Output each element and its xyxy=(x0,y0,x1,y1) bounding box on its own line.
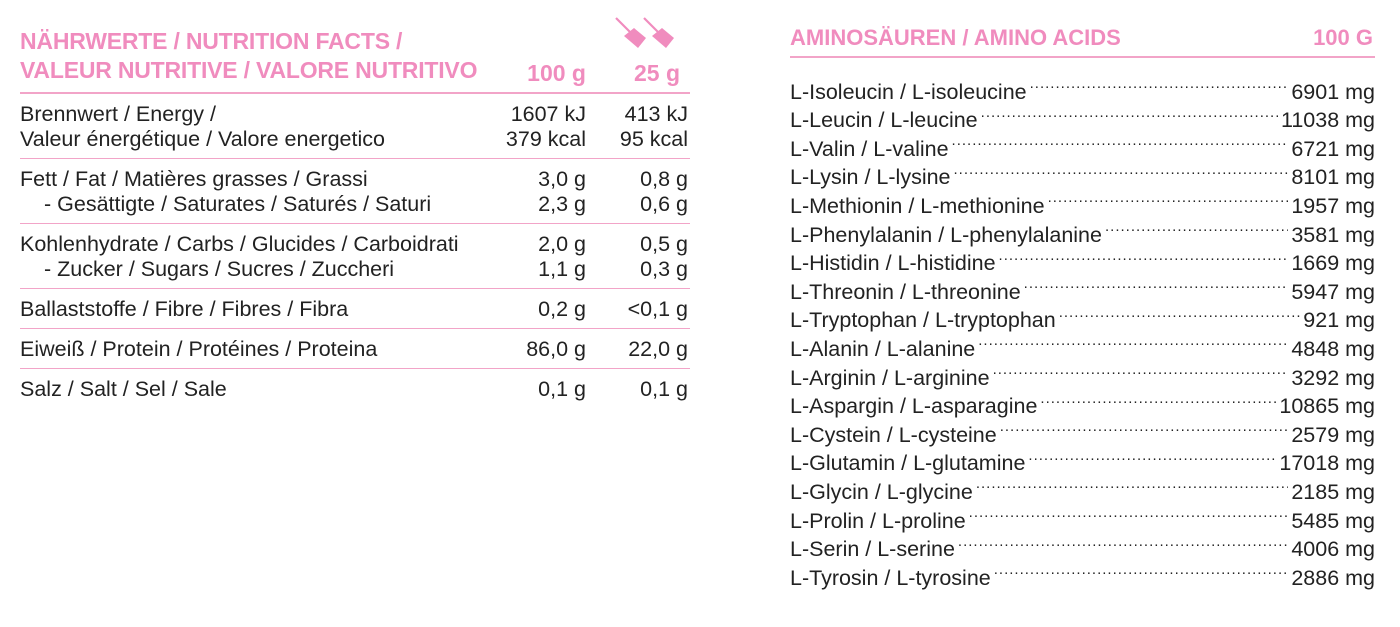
value-per-100g: 2,0 g xyxy=(538,232,586,256)
value-per-100g: 3,0 g xyxy=(538,167,586,191)
value-per-serving: 22,0 g xyxy=(628,337,688,361)
amino-value: 1957 mg xyxy=(1291,193,1375,218)
amino-value: 2886 mg xyxy=(1291,565,1375,590)
dot-leader xyxy=(952,127,1289,156)
dot-leader xyxy=(1024,270,1289,299)
dot-leader xyxy=(1028,442,1276,471)
nutrition-row xyxy=(20,159,690,224)
amino-acids-panel xyxy=(790,0,1375,590)
amino-column-header: 100 G xyxy=(1313,25,1373,50)
value-per-100g: 1,1 g xyxy=(538,257,586,281)
column-header-serving: 25 g xyxy=(633,60,680,86)
value-per-100g: 2,3 g xyxy=(538,192,586,216)
amino-value: 4848 mg xyxy=(1291,336,1375,361)
nutrition-line xyxy=(20,377,690,402)
amino-name: L-Aspargin / L-asparagine xyxy=(790,394,1038,419)
amino-name: L-Histidin / L-histidine xyxy=(790,251,996,276)
amino-name: L-Lysin / L-lysine xyxy=(790,165,951,190)
nutrition-row xyxy=(20,369,690,408)
amino-row xyxy=(790,70,1375,104)
amino-name: L-Methionin / L-methionine xyxy=(790,193,1045,218)
amino-value: 8101 mg xyxy=(1291,165,1375,190)
amino-value: 6901 mg xyxy=(1291,79,1375,104)
dot-leader xyxy=(958,528,1288,557)
amino-value: 2579 mg xyxy=(1291,422,1375,447)
dot-leader xyxy=(1048,184,1289,213)
value-per-100g: 0,1 g xyxy=(538,377,586,401)
value-per-serving: 0,1 g xyxy=(640,377,688,401)
nutrition-rows xyxy=(20,94,690,408)
amino-name: L-Alanin / L-alanine xyxy=(790,336,976,361)
nutrition-title-line1: NÄHRWERTE / NUTRITION FACTS / xyxy=(20,28,403,54)
amino-value: 1669 mg xyxy=(1291,251,1375,276)
amino-name: L-Cystein / L-cysteine xyxy=(790,422,997,447)
column-header-100g: 100 g xyxy=(527,60,586,86)
nutrition-header xyxy=(20,0,690,94)
amino-name: L-Glutamin / L-glutamine xyxy=(790,451,1026,476)
nutrient-label: Salz / Salt / Sel / Sale xyxy=(20,377,227,401)
amino-value: 3581 mg xyxy=(1291,222,1375,247)
dot-leader xyxy=(976,470,1289,499)
nutrition-line xyxy=(20,337,690,362)
nutrition-line xyxy=(20,192,690,217)
nutrition-title-line2: VALEUR NUTRITIVE / VALORE NUTRITIVO xyxy=(20,57,478,83)
value-per-serving: 413 kJ xyxy=(624,102,688,126)
amino-name: L-Prolin / L-proline xyxy=(790,508,966,533)
amino-value: 5485 mg xyxy=(1291,508,1375,533)
amino-value: 11038 mg xyxy=(1280,108,1375,133)
nutrition-row xyxy=(20,329,690,369)
dot-leader xyxy=(1105,213,1288,242)
nutrient-label: Eiweiß / Protein / Protéines / Proteina xyxy=(20,337,378,361)
dot-leader xyxy=(978,327,1288,356)
amino-name: L-Valin / L-valine xyxy=(790,136,949,161)
dot-leader xyxy=(1040,385,1276,414)
amino-list xyxy=(790,70,1375,590)
dot-leader xyxy=(994,556,1289,585)
dot-leader xyxy=(999,242,1289,271)
nutrient-label: - Zucker / Sugars / Sucres / Zuccheri xyxy=(44,257,395,281)
nutrition-row xyxy=(20,289,690,329)
amino-name: L-Arginin / L-arginine xyxy=(790,365,990,390)
amino-name: L-Tryptophan / L-tryptophan xyxy=(790,308,1056,333)
value-per-serving: 0,5 g xyxy=(640,232,688,256)
amino-name: L-Serin / L-serine xyxy=(790,537,955,562)
amino-name: L-Tyrosin / L-tyrosine xyxy=(790,565,991,590)
dot-leader xyxy=(993,356,1289,385)
nutrient-label: Ballaststoffe / Fibre / Fibres / Fibra xyxy=(20,297,349,321)
nutrition-line xyxy=(20,297,690,322)
value-per-serving: 0,8 g xyxy=(640,167,688,191)
nutrient-label: Kohlenhydrate / Carbs / Glucides / Carboidrati xyxy=(20,232,459,256)
nutrient-label: - Gesättigte / Saturates / Saturés / Saturi xyxy=(44,192,432,216)
value-per-serving: <0,1 g xyxy=(627,297,688,321)
nutrient-label: Valeur énergétique / Valore energetico xyxy=(20,127,385,151)
amino-value: 10865 mg xyxy=(1279,394,1375,419)
nutrition-row xyxy=(20,224,690,289)
value-per-100g: 86,0 g xyxy=(526,337,586,361)
nutrition-line xyxy=(20,127,690,152)
nutrition-row xyxy=(20,94,690,159)
amino-value: 921 mg xyxy=(1303,308,1375,333)
amino-value: 3292 mg xyxy=(1291,365,1375,390)
amino-name: L-Phenylalanin / L-phenylalanine xyxy=(790,222,1102,247)
amino-name: L-Leucin / L-leucine xyxy=(790,108,978,133)
dot-leader xyxy=(1059,299,1301,328)
amino-title: AMINOSÄUREN / AMINO ACIDS xyxy=(790,25,1121,50)
nutrition-facts-panel xyxy=(20,0,690,408)
dot-leader xyxy=(1030,70,1289,99)
amino-header xyxy=(790,0,1375,58)
amino-value: 17018 mg xyxy=(1279,451,1375,476)
dot-leader xyxy=(1000,413,1289,442)
nutrition-line xyxy=(20,167,690,192)
amino-name: L-Threonin / L-threonine xyxy=(790,279,1021,304)
nutrient-label: Brennwert / Energy / xyxy=(20,102,216,126)
value-per-serving: 0,6 g xyxy=(640,192,688,216)
amino-value: 4006 mg xyxy=(1291,537,1375,562)
value-per-serving: 95 kcal xyxy=(619,127,688,151)
amino-value: 6721 mg xyxy=(1291,136,1375,161)
dot-leader xyxy=(969,499,1289,528)
amino-value: 2185 mg xyxy=(1291,479,1375,504)
value-per-100g: 379 kcal xyxy=(505,127,586,151)
value-per-serving: 0,3 g xyxy=(640,257,688,281)
dot-leader xyxy=(954,156,1289,185)
nutrition-title xyxy=(20,27,477,85)
amino-name: L-Isoleucin / L-isoleucine xyxy=(790,79,1027,104)
nutrition-line xyxy=(20,102,690,127)
value-per-100g: 1607 kJ xyxy=(510,102,586,126)
amino-name: L-Glycin / L-glycine xyxy=(790,479,973,504)
dot-leader xyxy=(981,99,1278,128)
amino-value: 5947 mg xyxy=(1291,279,1375,304)
value-per-100g: 0,2 g xyxy=(538,297,586,321)
nutrition-line xyxy=(20,232,690,257)
scoop-icon xyxy=(614,16,676,56)
nutrition-line xyxy=(20,257,690,282)
nutrient-label: Fett / Fat / Matières grasses / Grassi xyxy=(20,167,368,191)
